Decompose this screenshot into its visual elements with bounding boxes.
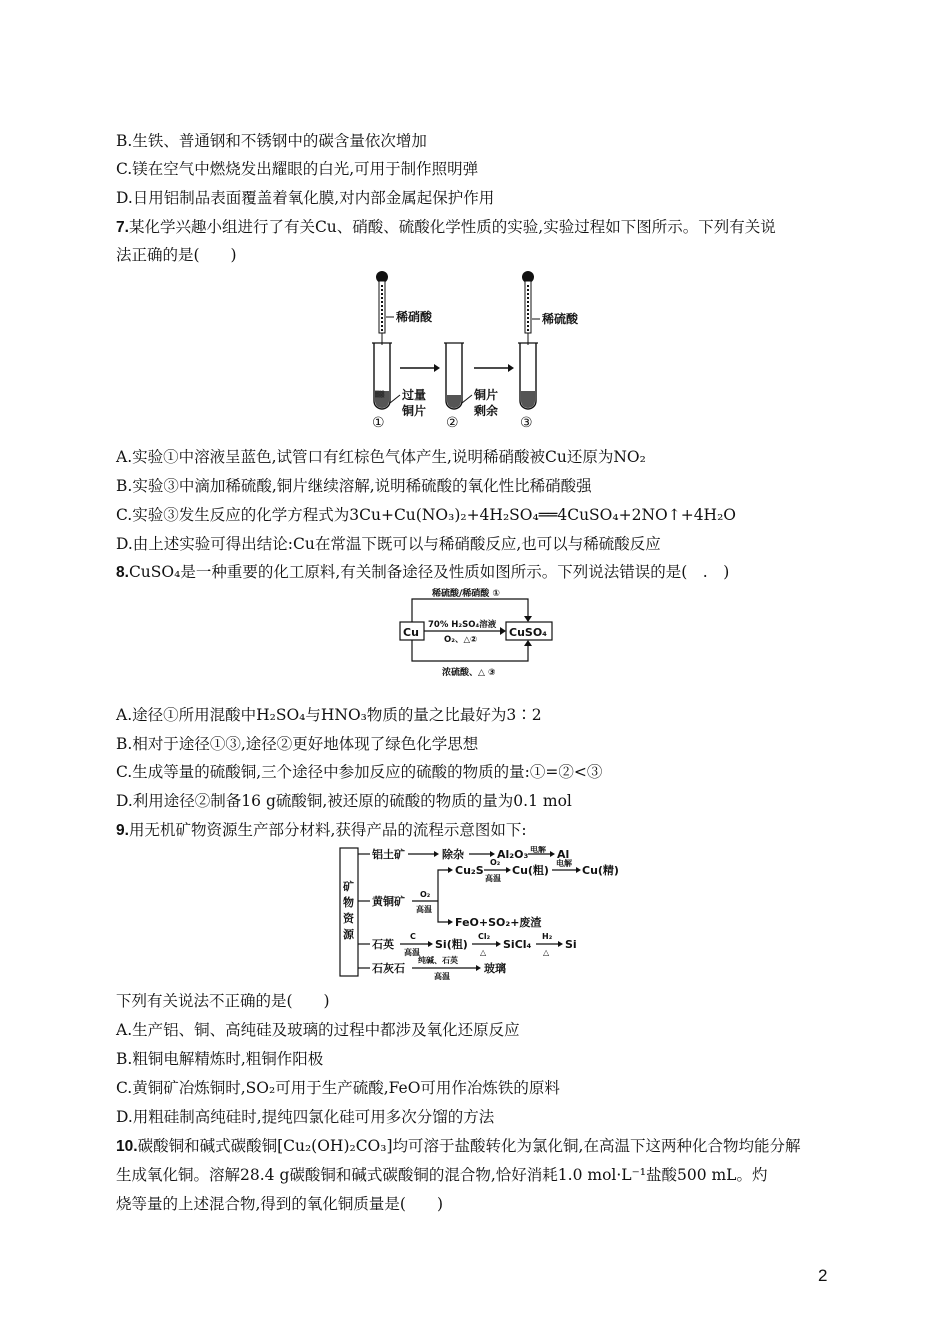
r3-silicon: Si bbox=[565, 938, 577, 951]
svg-text:▒▒: ▒▒ bbox=[375, 391, 385, 398]
r4-condition-bottom: 高温 bbox=[434, 972, 450, 980]
label-excess-copper-1: 过量 bbox=[402, 388, 427, 402]
q10-stem-line2: 生成氧化铜。溶解28.4 g碳酸铜和碱式碳酸铜的混合物,恰好消耗1.0 mol·L⁻¹盐酸500 mL。灼 bbox=[116, 1166, 768, 1184]
r2-crude-condition: 电解 bbox=[556, 859, 572, 868]
r4-limestone: 石灰石 bbox=[372, 962, 405, 975]
q9-option-a: A.生产铝、铜、高纯硅及玻璃的过程中都涉及氧化还原反应 bbox=[116, 1021, 520, 1039]
q10-number: 10. bbox=[116, 1138, 138, 1155]
r3-condition1-top: C bbox=[410, 932, 416, 941]
q9-mineral-flow-figure bbox=[338, 846, 628, 980]
q9-option-d: D.用粗硅制高纯硅时,提纯四氯化硅可用多次分馏的方法 bbox=[116, 1108, 495, 1126]
cuso4-label: CuSO₄ bbox=[509, 626, 547, 639]
q7-option-a: A.实验①中溶液呈蓝色,试管口有红棕色气体产生,说明稀硝酸被Cu还原为NO₂ bbox=[116, 448, 646, 466]
tube-1-label: ① bbox=[372, 415, 385, 431]
q7-option-d: D.由上述实验可得出结论:Cu在常温下既可以与稀硝酸反应,也可以与稀硫酸反应 bbox=[116, 535, 661, 553]
q9-option-c: C.黄铜矿冶炼铜时,SO₂可用于生产硫酸,FeO可用作冶炼铁的原料 bbox=[116, 1079, 560, 1097]
r3-crude-silicon: Si(粗) bbox=[435, 938, 468, 951]
q6-option-c: C.镁在空气中燃烧发出耀眼的白光,可用于制作照明弹 bbox=[116, 160, 479, 178]
q7-test-tube-figure bbox=[360, 265, 600, 435]
source-char-4: 源 bbox=[343, 928, 354, 941]
route-1-line bbox=[412, 599, 528, 622]
q7-number: 7. bbox=[116, 219, 129, 236]
r2-cu2s-condition-bottom: 高温 bbox=[485, 874, 501, 883]
q7-stem-line2: 法正确的是( ) bbox=[116, 246, 237, 264]
q7-option-b: B.实验③中滴加稀硫酸,铜片继续溶解,说明稀硫酸的氧化性比稀硝酸强 bbox=[116, 477, 592, 495]
q8-option-d: D.利用途径②制备16 g硫酸铜,被还原的硫酸的物质的量为0.1 mol bbox=[116, 792, 572, 810]
q9-number: 9. bbox=[116, 822, 129, 839]
r4-condition-top: 纯碱、石英 bbox=[418, 956, 458, 965]
dropper-1 bbox=[376, 271, 388, 345]
q9-option-b: B.粗铜电解精炼时,粗铜作阳极 bbox=[116, 1050, 324, 1068]
r3-condition1-bottom: 高温 bbox=[404, 948, 420, 957]
source-char-1: 矿 bbox=[343, 880, 354, 893]
test-tube-1 bbox=[372, 343, 392, 409]
label-dilute-nitric: 稀硝酸 bbox=[396, 310, 433, 324]
q6-option-d: D.日用铝制品表面覆盖着氧化膜,对内部金属起保护作用 bbox=[116, 189, 495, 207]
q8-option-b: B.相对于途径①③,途径②更好地体现了绿色化学思想 bbox=[116, 735, 479, 753]
r2-refined-copper: Cu(精) bbox=[582, 864, 619, 877]
r2-cu2s-condition-top: O₂ bbox=[490, 858, 501, 867]
route-3-label: 浓硫酸、△ ③ bbox=[442, 668, 496, 678]
label-copper-left-2: 剩余 bbox=[474, 404, 499, 418]
q7-equation: 3Cu+Cu(NO₃)₂+4H₂SO₄══4CuSO₄+2NO↑+4H₂O bbox=[349, 506, 736, 524]
r1-bauxite: 铝土矿 bbox=[372, 848, 405, 861]
q7-stem-line1: 7.某化学兴趣小组进行了有关Cu、硝酸、硫酸化学性质的实验,实验过程如下图所示。下列有关说 bbox=[116, 218, 776, 236]
route-2-top-label: 70% H₂SO₄溶液 bbox=[428, 620, 497, 630]
page-number: 2 bbox=[818, 1266, 828, 1285]
r2-crude-copper: Cu(粗) bbox=[512, 864, 549, 877]
label-dilute-sulfuric: 稀硫酸 bbox=[542, 312, 579, 326]
r3-sicl4: SiCl₄ bbox=[503, 938, 532, 951]
r1-aluminum: Al bbox=[557, 848, 570, 861]
tube-2-label: ② bbox=[446, 415, 459, 431]
q7-option-c: C.实验③发生反应的化学方程式为3Cu+Cu(NO₃)₂+4H₂SO₄══4CuSO₄+2NO↑+4H₂O bbox=[116, 506, 736, 524]
r2-cu2s: Cu₂S bbox=[455, 864, 484, 877]
r3-condition2-bottom: △ bbox=[480, 948, 487, 957]
r1-remove-impurity: 除杂 bbox=[442, 848, 464, 861]
r3-quartz: 石英 bbox=[372, 938, 394, 951]
r2-chalcopyrite: 黄铜矿 bbox=[372, 895, 405, 908]
r2-condition-bottom: 高温 bbox=[416, 905, 432, 914]
source-char-3: 资 bbox=[343, 912, 354, 925]
q10-stem-line1: 10.碳酸铜和碱式碳酸铜[Cu₂(OH)₂CO₃]均可溶于盐酸转化为氯化铜,在高温下这两种化合物均能分解 bbox=[116, 1137, 801, 1155]
q8-cuso4-route-figure bbox=[398, 585, 558, 680]
test-tube-3 bbox=[518, 343, 538, 409]
tube-3-label: ③ bbox=[520, 415, 533, 431]
r1-alumina: Al₂O₃ bbox=[497, 848, 529, 861]
source-char-2: 物 bbox=[343, 896, 354, 909]
q9-stem: 9.用无机矿物资源生产部分材料,获得产品的流程示意图如下: bbox=[116, 821, 527, 839]
q6-option-b: B.生铁、普通钢和不锈钢中的碳含量依次增加 bbox=[116, 132, 427, 150]
r3-condition2-top: Cl₂ bbox=[478, 932, 491, 941]
q8-option-a: A.途径①所用混酸中H₂SO₄与HNO₃物质的量之比最好为3∶2 bbox=[116, 706, 542, 724]
label-excess-copper-2: 铜片 bbox=[402, 404, 427, 418]
r2-condition-top: O₂ bbox=[420, 890, 431, 899]
q9-stem2: 下列有关说法不正确的是( ) bbox=[116, 992, 330, 1010]
route-1-label: 稀硫酸/稀硝酸 ① bbox=[432, 589, 501, 599]
q8-stem: 8.CuSO₄是一种重要的化工原料,有关制备途径及性质如图所示。下列说法错误的是( . ) bbox=[116, 563, 730, 581]
r2-byproducts: FeO+SO₂+废渣 bbox=[455, 916, 542, 929]
q10-stem-line3: 烧等量的上述混合物,得到的氧化铜质量是( ) bbox=[116, 1195, 444, 1213]
q8-number: 8. bbox=[116, 564, 129, 581]
r3-condition3-bottom: △ bbox=[543, 948, 550, 957]
cu-label: Cu bbox=[403, 626, 419, 639]
route-2-bottom-label: O₂、△② bbox=[444, 635, 478, 645]
r3-condition3-top: H₂ bbox=[542, 932, 553, 941]
dropper-2 bbox=[522, 271, 534, 345]
r1-condition: 电解 bbox=[530, 846, 546, 854]
label-copper-left-1: 铜片 bbox=[474, 388, 499, 402]
r4-glass: 玻璃 bbox=[484, 962, 506, 975]
test-tube-2 bbox=[444, 343, 464, 409]
q8-option-c: C.生成等量的硫酸铜,三个途径中参加反应的硫酸的物质的量:①=②<③ bbox=[116, 763, 603, 781]
